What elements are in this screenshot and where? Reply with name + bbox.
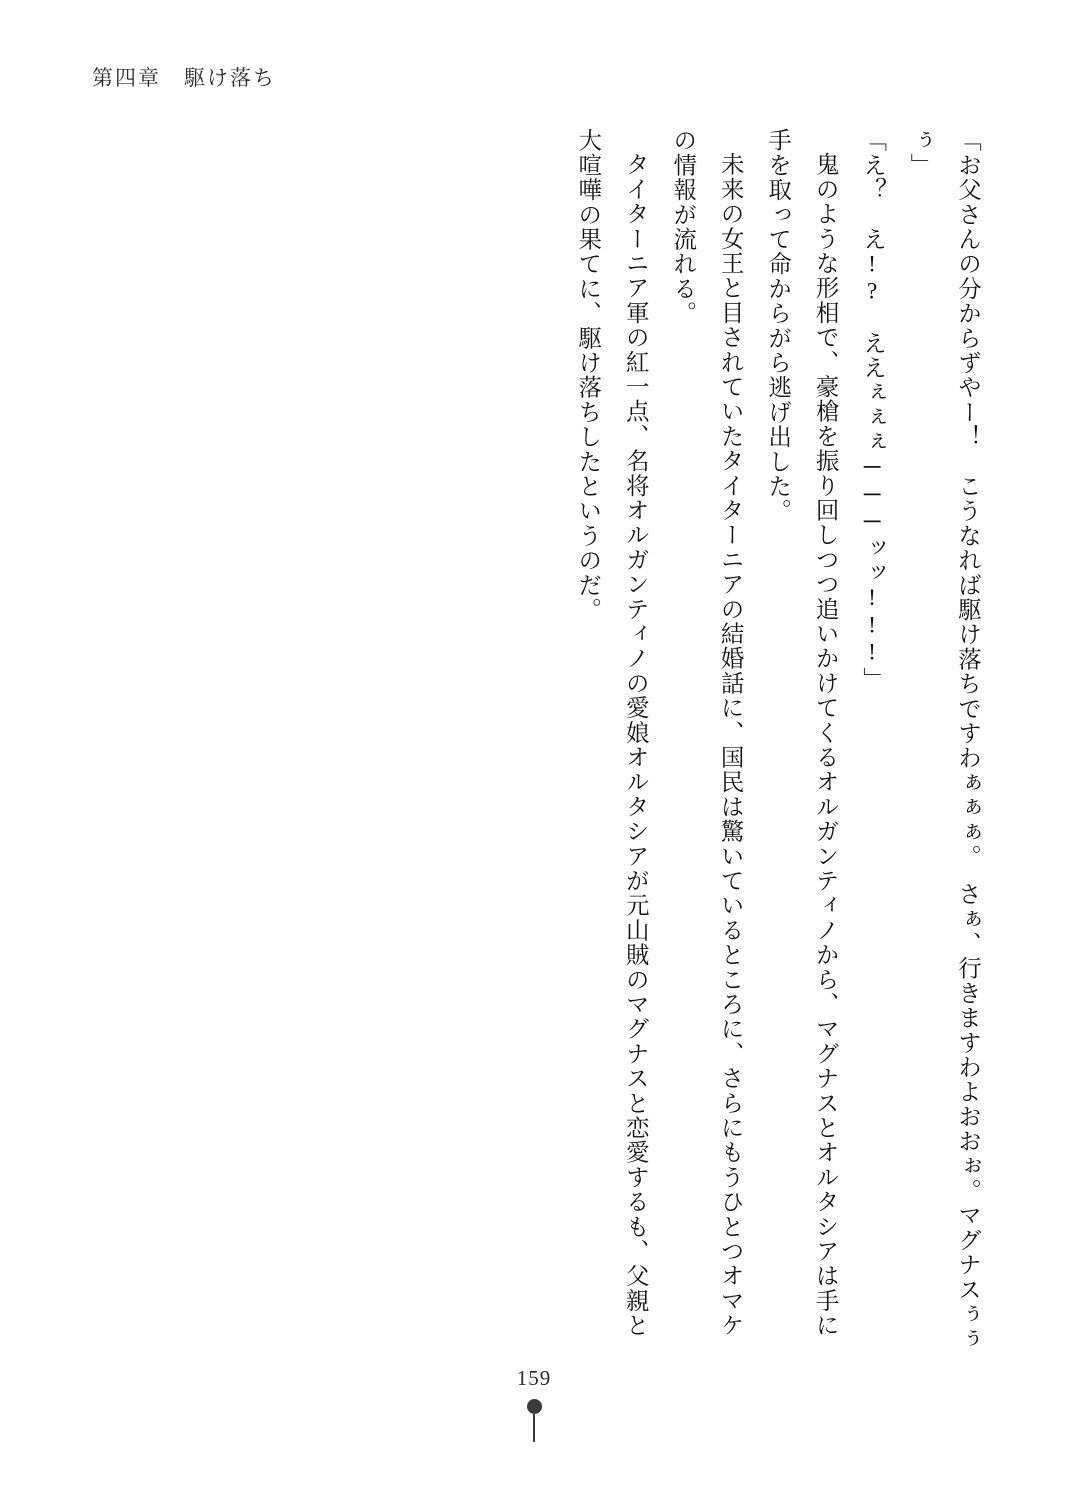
paragraph: 「お父さんの分からずやー！ こうなれば駆け落ちですわぁぁぁ。 さぁ、行きますわよおおぉ。マグナスぅぅぅ」 <box>906 128 980 1352</box>
paragraph: 「え？ え!? ええぇぇぇ───ッッ!!!」 <box>859 128 886 692</box>
page-footer <box>0 1366 1068 1442</box>
vertical-body-text <box>510 128 990 1358</box>
paragraph: タイターニア軍の紅一点、名将オルガンティノの愛娘オルタシアが元山賊のマグナスと恋愛するも、父親と大喧嘩の果てに、駆け落ちしたというのだ。 <box>574 128 648 1338</box>
paragraph: 鬼のような形相で、豪槍を振り回しつつ追いかけてくるオルガンティノから、マグナスとオルタシアは手に手を取って命からがら逃げ出した。 <box>764 128 838 1338</box>
vertical-rule-ornament <box>533 1414 535 1442</box>
page-number: 159 <box>516 1366 552 1390</box>
paragraph: 未来の女王と目されていたタイターニアの結婚話に、国民は驚いているところに、さらにもうひとつオマケの情報が流れる。 <box>669 128 743 1338</box>
running-head-chapter-title: 第四章 駆け落ち <box>92 66 276 90</box>
dot-ornament-icon <box>527 1399 542 1414</box>
